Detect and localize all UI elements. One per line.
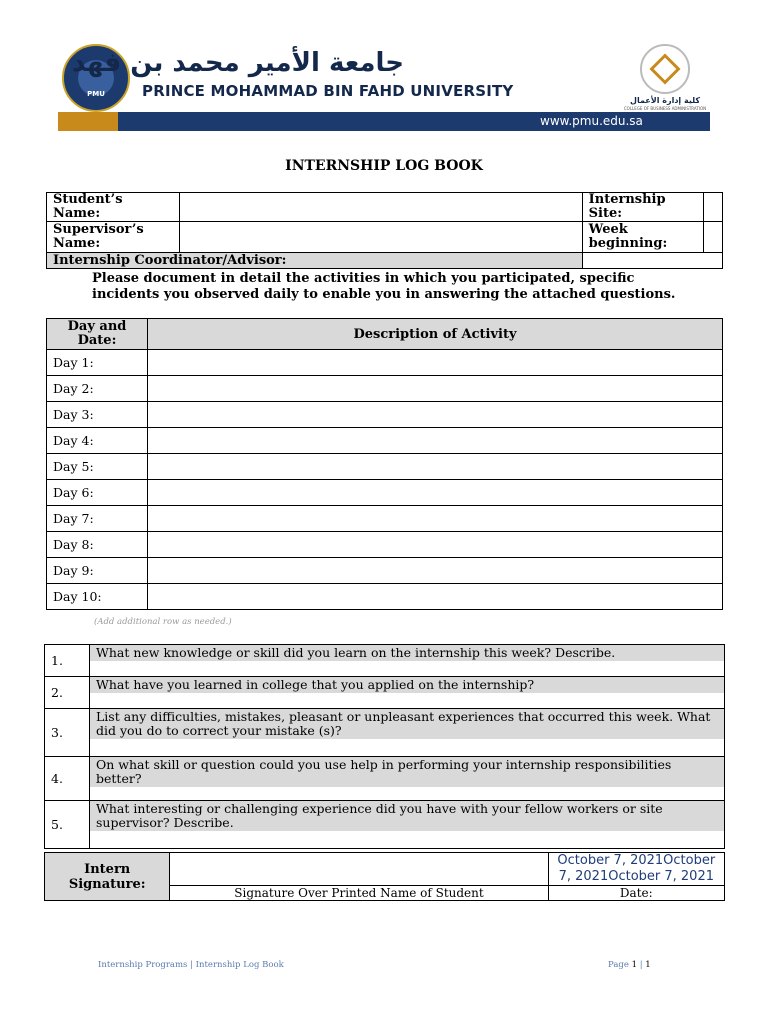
table-row <box>47 584 723 610</box>
question-number: 1. <box>45 645 90 677</box>
signature-table <box>44 852 725 901</box>
internship-site-label: Internship Site: <box>582 193 703 222</box>
day-label: Day 2: <box>47 376 148 402</box>
document-title: INTERNSHIP LOG BOOK <box>285 158 483 174</box>
activity-description-field[interactable] <box>148 532 723 558</box>
activity-description-field[interactable] <box>148 506 723 532</box>
answer-field[interactable] <box>90 693 724 706</box>
intern-signature-label: Intern Signature: <box>45 853 170 901</box>
question-row <box>45 757 725 801</box>
date-label: Date: <box>548 886 724 901</box>
question-row <box>45 677 725 709</box>
week-beginning-label: Week beginning: <box>582 222 703 253</box>
day-date-header: Day and Date: <box>47 319 148 350</box>
page-number: Page 1 | 1 <box>608 960 651 970</box>
activity-description-field[interactable] <box>148 480 723 506</box>
logo-text: PMU <box>87 90 105 98</box>
page-total: 1 <box>645 960 651 970</box>
table-row <box>47 480 723 506</box>
activity-description-field[interactable] <box>148 376 723 402</box>
student-info-table <box>46 192 723 269</box>
table-row <box>47 454 723 480</box>
question-text: List any difficulties, mistakes, pleasant or unpleasant experiences that occurred this week. What did you do to correct your mistake (s)? <box>90 709 724 739</box>
question-text: What have you learned in college that you applied on the internship? <box>90 677 724 693</box>
answer-field[interactable] <box>90 787 724 800</box>
university-name-english: PRINCE MOHAMMAD BIN FAHD UNIVERSITY <box>142 82 514 100</box>
supervisor-name-field[interactable] <box>180 222 583 253</box>
student-name-field[interactable] <box>180 193 583 222</box>
activity-description-field[interactable] <box>148 350 723 376</box>
day-label: Day 7: <box>47 506 148 532</box>
table-row <box>47 532 723 558</box>
signature-caption: Signature Over Printed Name of Student <box>170 886 548 901</box>
week-beginning-field[interactable] <box>703 222 722 253</box>
table-row <box>47 558 723 584</box>
answer-field[interactable] <box>90 739 724 752</box>
question-row <box>45 645 725 677</box>
activity-description-field[interactable] <box>148 454 723 480</box>
activity-description-field[interactable] <box>148 558 723 584</box>
questions-table <box>44 644 725 849</box>
page-current: 1 <box>631 960 638 970</box>
question-text: What interesting or challenging experience did you have with your fellow workers or site supervisor? Describe. <box>90 801 724 831</box>
question-row <box>45 801 725 849</box>
day-label: Day 9: <box>47 558 148 584</box>
date-value[interactable]: October 7, 2021October 7, 2021October 7, 2021 <box>548 853 724 886</box>
question-number: 5. <box>45 801 90 849</box>
activity-description-field[interactable] <box>148 584 723 610</box>
day-label: Day 4: <box>47 428 148 454</box>
university-name-arabic: جامعة الأمير محمد بن فهد <box>71 48 404 78</box>
activity-description-field[interactable] <box>148 428 723 454</box>
coordinator-label: Internship Coordinator/Advisor: <box>47 253 583 269</box>
table-row <box>47 506 723 532</box>
question-text: On what skill or question could you use help in performing your internship responsibilities better? <box>90 757 724 787</box>
add-row-note: (Add additional row as needed.) <box>94 617 232 627</box>
activity-table <box>46 318 723 610</box>
table-row <box>47 376 723 402</box>
question-row <box>45 709 725 757</box>
day-label: Day 1: <box>47 350 148 376</box>
coordinator-field[interactable] <box>582 253 722 269</box>
footer-title: Internship Programs | Internship Log Book <box>98 960 284 970</box>
activity-description-field[interactable] <box>148 402 723 428</box>
page-label: Page <box>608 960 629 970</box>
supervisor-name-label: Supervisor’s Name: <box>47 222 180 253</box>
answer-field[interactable] <box>90 661 724 674</box>
question-number: 3. <box>45 709 90 757</box>
day-label: Day 3: <box>47 402 148 428</box>
day-label: Day 5: <box>47 454 148 480</box>
day-label: Day 10: <box>47 584 148 610</box>
question-text: What new knowledge or skill did you learn on the internship this week? Describe. <box>90 645 724 661</box>
university-url: www.pmu.edu.sa <box>540 114 643 128</box>
table-row <box>47 428 723 454</box>
table-row <box>47 402 723 428</box>
college-logo <box>640 44 690 94</box>
answer-field[interactable] <box>90 831 724 844</box>
signature-field[interactable] <box>170 853 548 886</box>
college-name-english: COLLEGE OF BUSINESS ADMINISTRATION <box>623 106 707 111</box>
question-number: 2. <box>45 677 90 709</box>
table-row <box>47 350 723 376</box>
question-number: 4. <box>45 757 90 801</box>
internship-site-field[interactable] <box>703 193 722 222</box>
description-header: Description of Activity <box>148 319 723 350</box>
day-label: Day 8: <box>47 532 148 558</box>
college-name-arabic: كلية إدارة الأعمال <box>630 96 700 105</box>
student-name-label: Student’s Name: <box>47 193 180 222</box>
day-label: Day 6: <box>47 480 148 506</box>
instructions-text: Please document in detail the activities in which you participated, specific incidents you observed daily to enable you in answering the attached questions. <box>92 271 676 302</box>
